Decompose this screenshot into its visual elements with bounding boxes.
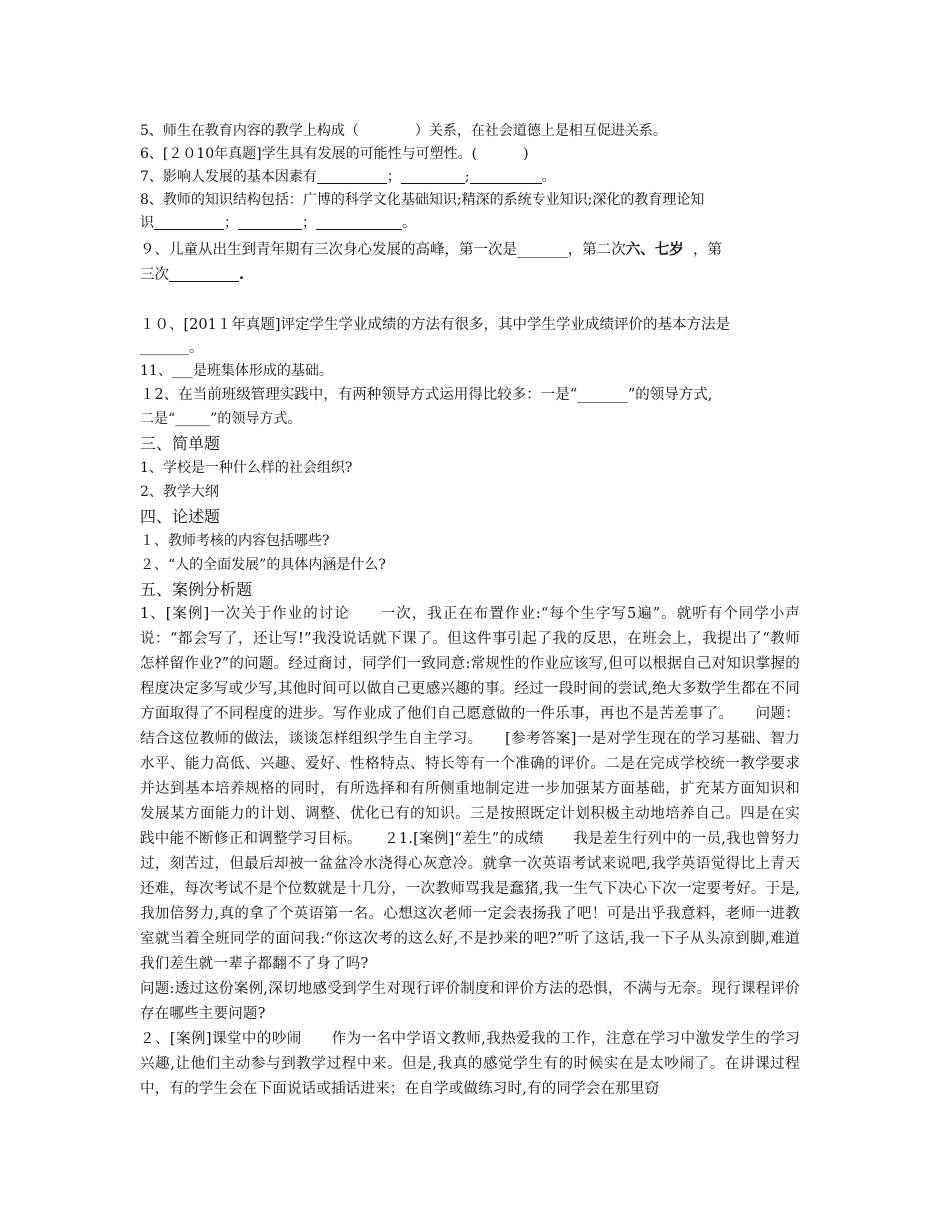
question-12 [140,383,800,408]
question-6 [140,143,800,166]
question-5-text-b: ）关系，在社会道德上是相互促进关系。 [414,123,667,139]
answer-blank [317,169,387,184]
question-12-continued [140,408,800,431]
case-1-question: 问题:透过这份案例,深切地感受到学生对现行评价制度和评价方法的恐惧，不满与无奈。现行课程评价存在哪些主要问题? [140,981,800,1022]
question-7 [140,166,800,189]
question-11 [140,360,800,383]
end-mark: 。 [402,215,416,231]
section-3-item: 2、教学大纲 [140,484,219,500]
section-4-title: 四、论述题 [140,507,221,526]
question-9-bold-answer: 六、七岁 [625,241,684,258]
question-9-continued [140,263,800,287]
question-10-line2: _______。 [140,340,203,356]
separator: ; [464,169,470,185]
question-9-text-a: ９、儿童从出生到青年期有三次身心发展的高峰，第一次是_______，第二次 [140,242,626,258]
question-8 [140,189,800,212]
question-7-text: 7、影响人发展的基本因素有 [140,169,317,185]
section-5-title: 五、案例分析题 [140,580,253,599]
question-6-text-a: 6、[２０10年真题]学生具有发展的可能性与可塑性。( [140,146,478,162]
question-5 [140,120,800,143]
section-3-item: 1、学校是一种什么样的社会组织? [140,460,353,476]
question-10-line1: １０、[201１年真题]评定学生学业成绩的方法有很多，其中学生学业成绩评价的基本方法是 [140,317,730,333]
question-9-text-b: ，第 [692,242,722,258]
separator: ； [302,215,316,231]
case-2-paragraph: ２、[案例]课堂中的吵闹 作为一名中学语文教师,我热爱我的工作，注意在学习中激发学生的学习兴趣,让他们主动参与到教学过程中来。但是,我真的感觉学生有的时候实在是太吵闹了。在讲课过程中，有的学生会在下面说话或插话进来；在自学或做练习时,有的同学会在那里窃 [140,1031,800,1097]
separator: ； [386,169,401,185]
answer-blank [154,215,224,230]
answer-blank [401,169,465,184]
question-9-text-c: 三次 [140,267,169,283]
question-12-line1: １2、在当前班级管理实践中，有两种领导方式运用得比较多：一是“_______”的领导方式, [140,387,713,403]
question-10 [140,314,800,337]
question-8-continued [140,212,800,235]
end-mark: 。 [541,169,556,185]
answer-blank [238,215,302,230]
question-9 [140,237,800,263]
answer-blank [169,267,239,282]
section-4-item: １、教师考核的内容包括哪些? [140,533,330,549]
question-8-text: 识 [140,215,154,231]
section-4-item: ２、“人的全面发展”的具体内涵是什么? [140,557,386,573]
spacer [140,287,800,314]
question-6-text-b: ) [523,146,529,162]
case-1-paragraph: 1、[案例]一次关于作业的讨论 一次，我正在布置作业:“每个生字写5遍”。就听有个同学小声说：“都会写了，还让写!”我没说话就下课了。但这件事引起了我的反思，在班会上，我提出了“教师怎样留作业?”的问题。经过商讨，同学们一致同意:常规性的作业应该写,但可以根据自己对知识掌握的程度决定多写或少写,其他时间可以做自己更感兴趣的事。经过一段时间的尝试,绝大多数学生都在不同方面取得了不同程度的进步。写作业成了他们自己愿意做的一件乐事，再也不是苦差事了。 问题：结合这位教师的做法，谈谈怎样组织学生自主学习。 [参考答案]一是对学生现在的学习基础、智力水平、能力高低、兴趣、爱好、性格特点、特长等有一个准确的评价。二是在完成学校统一教学要求并达到基本培养规格的同时，有所选择和有所侧重地制定进一步加强某方面基础，扩充某方面知识和发展某方面能力的计划、调整、优化已有的知识。三是按照既定计划积极主动地培养自己。四是在实践中能不断修正和调整学习目标。 ２1.[案例]“差生”的成绩 我是差生行列中的一员,我也曾努力过，刻苦过，但最后却被一盆盆冷水浇得心灰意冷。就拿一次英语考试来说吧,我学英语觉得比上青天还难，每次考试不是个位数就是十几分，一次教师骂我是蠢猪,我一生气下决心下次一定要考好。于是,我加倍努力,真的拿了个英语第一名。心想这次老师一定会表扬我了吧！可是出乎我意料，老师一进教室就当着全班同学的面问我:“你这次考的这么好,不是抄来的吧?”听了这话,我一下子从头凉到脚,难道我们差生就一辈子都翻不了身了吗? [140,606,800,972]
end-mark: . [239,266,245,283]
question-5-text-a: 5、师生在教育内容的教学上构成（ [140,123,359,139]
answer-blank [316,215,402,230]
question-12-line2: 二是“_____”的领导方式。 [140,411,302,427]
question-10-continued [140,337,800,360]
question-11-text: 11、___是班集体形成的基础。 [140,363,333,379]
question-8-line1: 8、教师的知识结构包括：广博的科学文化基础知识;精深的系统专业知识;深化的教育理论知 [140,192,705,208]
answer-blank [470,169,542,184]
section-3-title: 三、简单题 [140,434,221,453]
separator: ； [224,215,238,231]
